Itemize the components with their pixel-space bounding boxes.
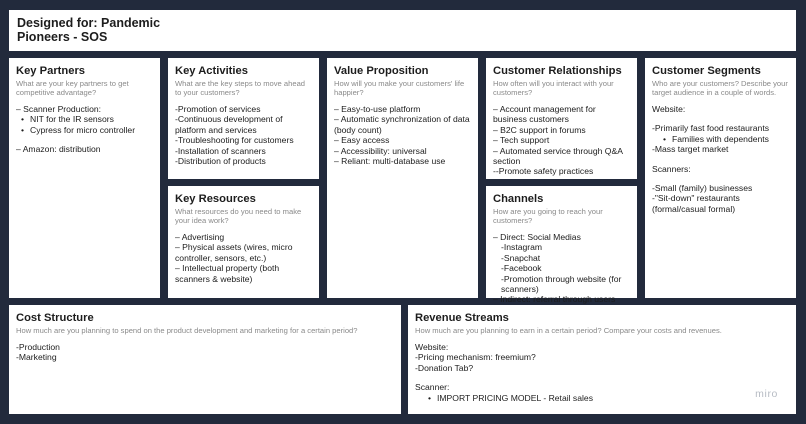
customer-segments-line: -Primarily fast food restaurants — [652, 123, 770, 134]
cost-structure-item: -Marketing — [16, 352, 57, 363]
value-proposition-item: – Automatic synchronization of data (body count) — [334, 114, 470, 135]
key-partners-bullet: • NIT for the IR sensors — [20, 114, 153, 124]
channels-item: -Promotion through website (for scanners) — [501, 273, 622, 295]
revenue-streams-line: -Pricing mechanism: freemium? — [415, 352, 536, 363]
customer-segments-card[interactable] — [645, 58, 796, 298]
customer-segments-line: -Mass target market — [652, 144, 729, 155]
key-partners-card[interactable] — [9, 58, 160, 298]
customer-segments-prompt: Who are your customers? Describe your target audience in a couple of words. — [652, 79, 788, 97]
revenue-streams-heading: Revenue Streams — [415, 312, 509, 324]
key-resources-item: – Intellectual property (both scanners & website) — [175, 263, 280, 284]
miro-logo: miro — [755, 388, 778, 400]
channels-item: -Snapchat — [501, 252, 541, 263]
channels-item: -Instagram — [501, 242, 543, 253]
value-proposition-item: – Easy access — [334, 135, 390, 146]
cost-structure-heading: Cost Structure — [16, 312, 94, 324]
value-proposition-item: – Easy-to-use platform — [334, 104, 421, 114]
revenue-streams-card[interactable] — [408, 305, 796, 414]
channels-item: -Facebook — [501, 263, 542, 274]
customer-segments-heading: Customer Segments — [652, 65, 761, 77]
title-card[interactable] — [9, 10, 796, 51]
cost-structure-prompt: How much are you planning to spend on the product development and marketing for a certain period? — [16, 326, 358, 335]
revenue-streams-bullet: • IMPORT PRICING MODEL - Retail sales — [427, 393, 789, 403]
value-proposition-prompt: How will you make your customers' life happier? — [334, 79, 465, 97]
revenue-streams-line: -Donation Tab? — [415, 362, 474, 373]
customer-relationships-item: --Promote safety practices — [493, 166, 594, 177]
customer-relationships-item: – Tech support — [493, 135, 550, 146]
key-activities-item: -Troubleshooting for customers — [175, 135, 294, 146]
channels-card[interactable] — [486, 186, 637, 305]
customer-relationships-item: – Automated service through Q&A section — [493, 145, 623, 167]
revenue-streams-prompt: How much are you planning to earn in a certain period? Compare your costs and revenues. — [415, 326, 722, 335]
channels-prompt: How are you going to reach your customers? — [493, 207, 603, 225]
key-resources-heading: Key Resources — [175, 193, 256, 205]
value-proposition-item: – Accessibility: universal — [334, 145, 427, 156]
key-partners-line: – Scanner Production: — [16, 104, 102, 114]
customer-relationships-card[interactable] — [486, 58, 637, 179]
channels-item: – Indirect: referral through users — [493, 294, 616, 305]
key-resources-item: – Advertising — [175, 232, 225, 242]
key-activities-item: -Distribution of products — [175, 156, 266, 167]
key-partners-heading: Key Partners — [16, 65, 86, 77]
customer-segments-label: Website: — [652, 104, 686, 114]
customer-relationships-item: – Account management for business customers — [493, 104, 596, 125]
revenue-streams-label: Website: — [415, 342, 449, 352]
cost-structure-item: -Production — [16, 342, 60, 352]
customer-segments-line: -"Sit-down" restaurants (formal/casual formal) — [652, 193, 740, 214]
key-activities-item: -Promotion of services — [175, 104, 261, 114]
channels-item: – Direct: Social Medias — [493, 232, 581, 242]
cost-structure-card[interactable] — [9, 305, 401, 414]
key-partners-prompt: What are your key partners to get competitive advantage? — [16, 79, 129, 97]
revenue-streams-label: Scanner: — [415, 382, 450, 393]
value-proposition-card[interactable] — [327, 58, 478, 298]
customer-relationships-prompt: How often will you interact with your customers? — [493, 79, 614, 97]
key-activities-heading: Key Activities — [175, 65, 248, 77]
channels-heading: Channels — [493, 193, 544, 205]
key-activities-prompt: What are the key steps to move ahead to your customers? — [175, 79, 306, 97]
value-proposition-item: – Reliant: multi-database use — [334, 156, 446, 167]
customer-relationships-heading: Customer Relationships — [493, 65, 622, 77]
key-resources-card[interactable] — [168, 186, 319, 298]
key-activities-item: -Installation of scanners — [175, 145, 266, 156]
customer-segments-line: -Small (family) businesses — [652, 183, 753, 194]
customer-segments-label: Scanners: — [652, 163, 691, 174]
customer-relationships-item: – B2C support in forums — [493, 124, 586, 135]
key-activities-item: -Continuous development of platform and services — [175, 114, 283, 135]
key-partners-bullet: • Cypress for micro controller — [20, 125, 153, 135]
value-proposition-heading: Value Proposition — [334, 65, 429, 77]
customer-segments-bullet: • Families with dependents — [662, 134, 789, 144]
key-resources-prompt: What resources do you need to make your idea work? — [175, 207, 302, 225]
canvas-title: Designed for: Pandemic Pioneers - SOS — [17, 16, 161, 44]
key-resources-item: – Physical assets (wires, micro controller, sensors, etc.) — [175, 242, 293, 263]
key-activities-card[interactable] — [168, 58, 319, 179]
key-partners-line: – Amazon: distribution — [16, 144, 101, 155]
